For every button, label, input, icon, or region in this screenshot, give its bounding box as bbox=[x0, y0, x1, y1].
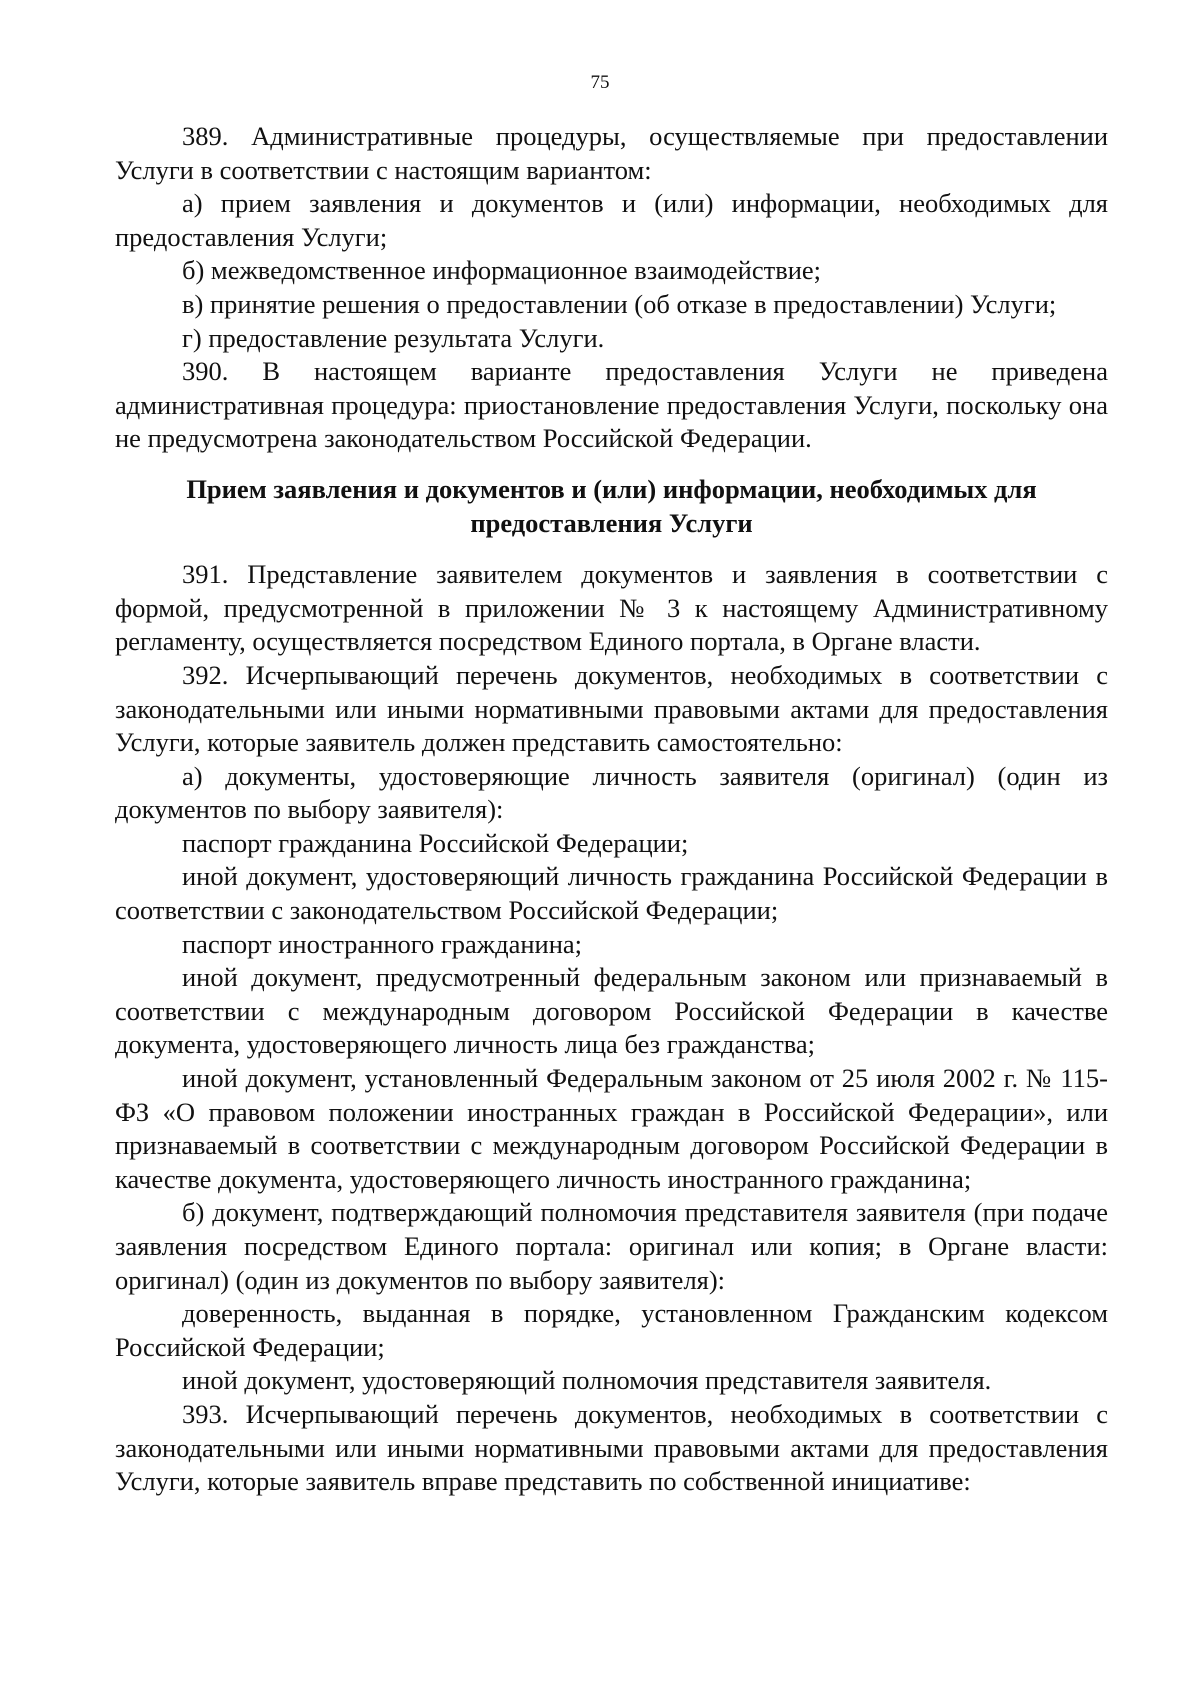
list-item-115fz-document: иной документ, установленный Федеральным законом от 25 июля 2002 г. № 115-ФЗ «О правовом положении иностранных граждан в Российской Федерации», или признаваемый в соответствии с международным договором Российской Федерации в качестве документа, удостоверяющего личность иностранного гражданина; bbox=[115, 1063, 1108, 1194]
list-item-foreign-passport: паспорт иностранного гражданина; bbox=[182, 928, 582, 959]
list-item-v: в) принятие решения о предоставлении (об отказе в предоставлении) Услуги; bbox=[182, 288, 1057, 319]
list-item-other-id-rf: иной документ, удостоверяющий личность гражданина Российской Федерации в соответствии с законодательством Российской Федерации; bbox=[115, 861, 1108, 926]
page-number: 75 bbox=[590, 72, 610, 93]
list-item-stateless-id: иной документ, предусмотренный федеральным законом или признаваемый в соответствии с международным договором Российской Федерации в качестве документа, удостоверяющего личность лица без гражданства; bbox=[115, 962, 1108, 1060]
paragraph-390: 390. В настоящем варианте предоставления Услуги не приведена административная процедура: приостановление предоставления Услуги, поскольку она не предусмотрена законодательством Российской Федерации. bbox=[115, 356, 1108, 454]
document-body bbox=[115, 120, 1108, 1499]
list-item-other-authority-document: иной документ, удостоверяющий полномочия представителя заявителя. bbox=[182, 1365, 992, 1396]
section-heading: Прием заявления и документов и (или) информации, необходимых для предоставления Услуги bbox=[186, 473, 1037, 538]
paragraph-393: 393. Исчерпывающий перечень документов, необходимых в соответствии с законодательными или иными нормативными правовыми актами для предоставления Услуги, которые заявитель вправе представить по собственной инициативе: bbox=[115, 1398, 1108, 1497]
paragraph-389: 389. Административные процедуры, осуществляемые при предоставлении Услуги в соответствии с настоящим вариантом: bbox=[115, 121, 1108, 185]
list-item-b-authority: б) документ, подтверждающий полномочия представителя заявителя (при подаче заявления посредством Единого портала: оригинал или копия; в Органе власти: оригинал) (один из документов по выбору заявителя): bbox=[115, 1197, 1108, 1295]
list-item-g: г) предоставление результата Услуги. bbox=[182, 322, 605, 353]
list-item-power-of-attorney: доверенность, выданная в порядке, установленном Гражданским кодексом Российской Федерации; bbox=[115, 1298, 1108, 1362]
list-item-b: б) межведомственное информационное взаимодействие; bbox=[182, 255, 822, 286]
paragraph-392: 392. Исчерпывающий перечень документов, необходимых в соответствии с законодательными или иными нормативными правовыми актами для предоставления Услуги, которые заявитель должен представить самостоятельно: bbox=[115, 659, 1108, 758]
list-item-a: а) прием заявления и документов и (или) информации, необходимых для предоставления Услуги; bbox=[115, 188, 1108, 252]
paragraph-391: 391. Представление заявителем документов и заявления в соответствии с формой, предусмотренной в приложении № 3 к настоящему Административному регламенту, осуществляется посредством Единого портала, в Органе власти. bbox=[115, 559, 1108, 657]
list-item-a-documents: а) документы, удостоверяющие личность заявителя (оригинал) (один из документов по выбору заявителя): bbox=[115, 760, 1108, 825]
list-item-passport-rf: паспорт гражданина Российской Федерации; bbox=[182, 827, 689, 858]
